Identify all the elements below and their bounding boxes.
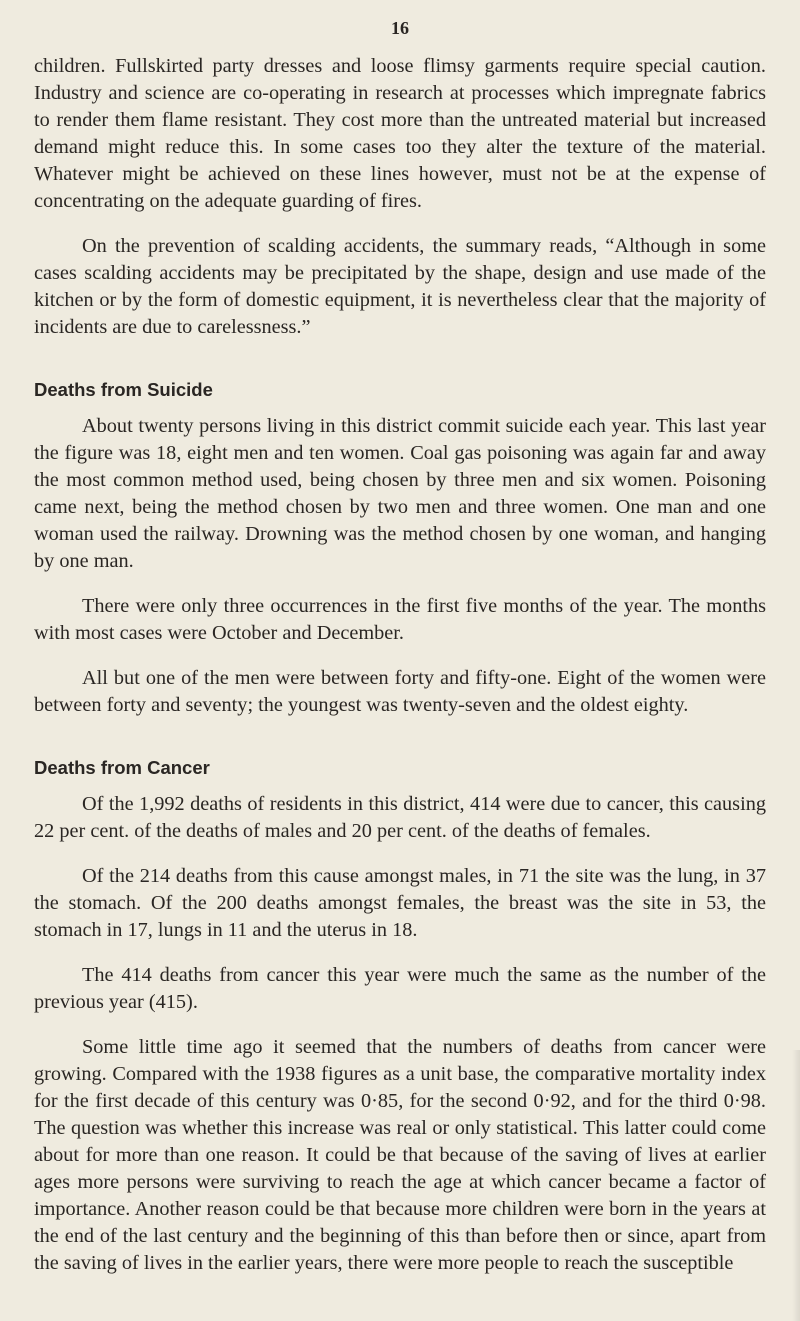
paragraph: Of the 214 deaths from this cause amongst males, in 71 the site was the lung, in 37 the stomach. Of the 200 deaths amongst females, the breast was the site in 53, the stomach in 17, lungs in 11 and the uterus in 18.: [34, 865, 766, 941]
section-deaths-from-suicide: [34, 379, 766, 719]
paragraph: The 414 deaths from cancer this year were much the same as the number of the previous year (415).: [34, 964, 766, 1013]
page-number: 16: [391, 18, 409, 38]
paragraph: About twenty persons living in this district commit suicide each year. This last year the figure was 18, eight men and ten women. Coal gas poisoning was again far and away the most common method used, being chosen by three men and six women. Poisoning came next, being the method chosen by two men and three women. One man and one woman used the railway. Drowning was the method chosen by one woman, and hanging by one man.: [34, 415, 766, 572]
paragraph: Of the 1,992 deaths of residents in this district, 414 were due to cancer, this causing 22 per cent. of the deaths of males and 20 per cent. of the deaths of females.: [34, 793, 766, 842]
page-edge-shadow: [792, 1050, 800, 1321]
paragraph: On the prevention of scalding accidents, the summary reads, “Although in some cases scalding accidents may be precipitated by the shape, design and use made of the kitchen or by the form of domestic equipment, it is nevertheless clear that the majority of incidents are due to carelessness.”: [34, 235, 766, 338]
section-deaths-from-cancer: [34, 757, 766, 1277]
section-continuation: [34, 53, 766, 341]
section-heading: Deaths from Cancer: [34, 757, 210, 778]
paragraph: All but one of the men were between forty and fifty-one. Eight of the women were between forty and seventy; the youngest was twenty-seven and the oldest eighty.: [34, 667, 766, 716]
paragraph: Some little time ago it seemed that the numbers of deaths from cancer were growing. Compared with the 1938 figures as a unit base, the comparative mortality index for the first decade of this century was 0·85, for the second 0·92, and for the third 0·98. The question was whether this increase was real or only statistical. This latter could come about for more than one reason. It could be that because of the saving of lives at earlier ages more persons were surviving to reach the age at which cancer became a factor of importance. Another reason could be that because more children were born in the years at the end of the last century and the beginning of this than before then or since, apart from the saving of lives in the earlier years, there were more people to reach the susceptible: [34, 1036, 766, 1274]
paragraph: children. Fullskirted party dresses and loose flimsy garments require special caution. Industry and science are co-operating in research at processes which impregnate fabrics to render them flame resistant. They cost more than the untreated material but increased demand might reduce this. In some cases too they alter the texture of the material. Whatever might be achieved on these lines however, must not be at the expense of concentrating on the adequate guarding of fires.: [34, 55, 766, 212]
paragraph: There were only three occurrences in the first five months of the year. The months with most cases were October and December.: [34, 595, 766, 644]
section-heading: Deaths from Suicide: [34, 379, 213, 400]
